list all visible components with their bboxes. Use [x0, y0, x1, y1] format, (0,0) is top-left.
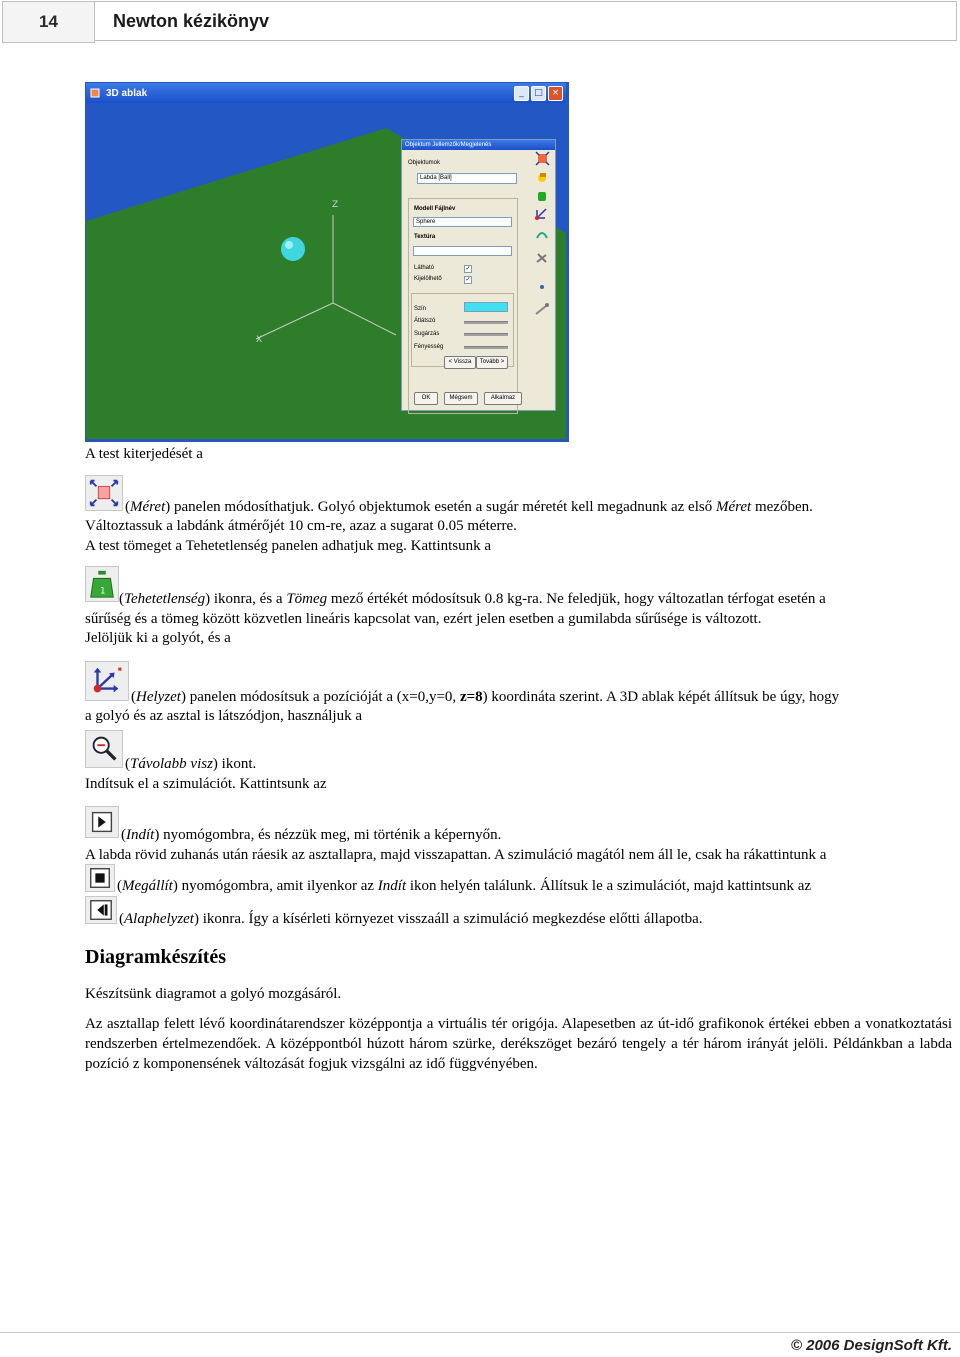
- stop-icon: [85, 864, 115, 892]
- model-file-input[interactable]: Sphere: [413, 217, 512, 227]
- maximize-button[interactable]: □: [531, 86, 546, 101]
- tool-point-icon[interactable]: [540, 285, 544, 289]
- app-icon: [90, 88, 100, 98]
- window-title: 3D ablak: [106, 87, 148, 99]
- play-icon: [85, 806, 119, 838]
- tool-joint-icon[interactable]: [537, 254, 546, 262]
- ok-button[interactable]: OK: [414, 392, 438, 405]
- model-file-label: Modell Fájlnév: [414, 206, 456, 212]
- page-footer: [0, 1332, 960, 1354]
- paragraph-10: Az asztallap felett lévő koordinátarendszer középpontja a virtuális tér origója. Alapesetben az út-idő grafikonok értékei ebben a vonatkoztatási rendszerben értelmezendőek. A középpontból húzott három szürke, derékszöget bezáró tengely a tér három irányát jelöli. Példánkban a labda pozíció z komponensének változását fogjuk vizsgálni az idő függvényében.: [85, 1016, 952, 1072]
- color-swatch[interactable]: [464, 302, 508, 312]
- paragraph-3c: sűrűség és a tömeg között közvetlen lineáris kapcsolat van, ezért jelen esetben a gumilabda sűrűsége is változott.: [85, 611, 762, 627]
- inertia-icon: [85, 566, 119, 602]
- objects-label: Objektumok: [408, 160, 441, 166]
- color-label: Szín: [414, 306, 427, 312]
- tool-rotation-icon[interactable]: [537, 233, 547, 238]
- paragraph-2a: (Méret) panelen módosíthatjuk. Golyó objektumok esetén a sugár méretét kell megadnunk az első Méret mezőben.: [125, 499, 813, 515]
- object-select[interactable]: Labda [Ball]: [417, 173, 517, 184]
- prev-button[interactable]: < Vissza: [444, 356, 476, 369]
- apply-button[interactable]: Alkalmaz: [484, 392, 522, 405]
- transparency-label: Átlátszó: [414, 318, 436, 324]
- paragraph-5b: Indítsuk el a szimulációt. Kattintsunk az: [85, 776, 327, 792]
- tool-spring-icon[interactable]: [536, 303, 549, 314]
- paragraph-6a: (Indít) nyomógombra, és nézzük meg, mi történik a képernyőn.: [121, 827, 502, 843]
- reset-icon: [85, 896, 117, 924]
- paragraph-3a: (Tehetetlenség) ikonra, és a Tömeg mező értékét módosítsuk 0.8 kg-ra. Ne feledjük, hogy változatlan térfogat esetén a: [119, 591, 826, 607]
- tool-inertia-icon[interactable]: [538, 192, 546, 201]
- paragraph-1: A test kiterjedését a: [85, 446, 203, 462]
- paragraph-7a: (Megállít) nyomógombra, amit ilyenkor az Indít ikon helyén találunk. Állítsuk le a szimulációt, majd kattintsunk az: [117, 878, 812, 894]
- tool-position-icon[interactable]: [535, 209, 546, 220]
- ball[interactable]: [281, 237, 305, 261]
- page-number: 14: [2, 1, 95, 43]
- ball-highlight: [285, 241, 293, 249]
- copyright: © 2006 DesignSoft Kft.: [790, 1337, 952, 1354]
- brightness-slider[interactable]: [464, 346, 508, 349]
- page-title: Newton kézikönyv: [95, 1, 957, 41]
- page-header: [0, 0, 960, 43]
- tool-shape-icon[interactable]: [538, 173, 546, 182]
- paragraph-5a: (Távolabb visz) ikont.: [125, 756, 257, 772]
- size-icon: [85, 475, 123, 511]
- radiation-slider[interactable]: [464, 333, 508, 336]
- paragraph-9: Készítsünk diagramot a golyó mozgásáról.: [85, 986, 342, 1002]
- selectable-label: Kijelölhető: [414, 276, 442, 282]
- tool-size-icon[interactable]: [536, 152, 549, 165]
- paragraph-6b: A labda rövid zuhanás után ráesik az asztallapra, majd visszapattan. A szimuláció magától nem áll le, csak ha rákattintunk a: [85, 847, 827, 863]
- section-heading: Diagramkészítés: [85, 946, 227, 968]
- window-titlebar: [86, 83, 566, 103]
- paragraph-2c: A test tömeget a Tehetetlenség panelen adhatjuk meg. Kattintsunk a: [85, 538, 492, 554]
- paragraph-2b: Változtassuk a labdánk átmérőjét 10 cm-re, azaz a sugarat 0.05 méterre.: [85, 518, 517, 534]
- close-button[interactable]: ×: [548, 86, 563, 101]
- window-3d: [85, 82, 569, 442]
- paragraph-8a: (Alaphelyzet) ikonra. Így a kísérleti környezet visszaáll a szimuláció megkezdése előtti állapotba.: [119, 911, 703, 927]
- paragraph-4c: a golyó és az asztal is látszódjon, használjuk a: [85, 708, 362, 724]
- position-icon: [85, 661, 129, 701]
- minimize-button[interactable]: _: [514, 86, 529, 101]
- axis-z-label: Z: [332, 200, 339, 210]
- brightness-label: Fényesség: [414, 344, 444, 350]
- axis-x-label: X: [256, 335, 263, 345]
- zoom-out-icon: [85, 730, 123, 768]
- next-button[interactable]: Tovább >: [476, 356, 508, 369]
- cancel-button[interactable]: Mégsem: [444, 392, 478, 405]
- panel-toolbar[interactable]: [520, 140, 554, 400]
- paragraph-4a: (Helyzet) panelen módosítsuk a pozícióját a (x=0,y=0, z=8) koordináta szerint. A 3D ablak képét állítsuk be úgy, hogy: [131, 689, 840, 705]
- visible-checkbox[interactable]: ✓: [465, 266, 471, 272]
- paragraph-3d: Jelöljük ki a golyót, és a: [85, 630, 231, 646]
- visible-label: Látható: [414, 265, 435, 271]
- texture-label: Textúra: [414, 234, 436, 240]
- texture-input[interactable]: [413, 246, 512, 256]
- panel-title: Objektum Jellemzők/Megjelenés: [402, 140, 555, 150]
- object-properties-panel: [401, 139, 556, 411]
- selectable-checkbox[interactable]: ✓: [465, 277, 471, 283]
- svg-text:1: 1: [100, 585, 106, 596]
- radiation-label: Sugárzás: [414, 331, 440, 337]
- transparency-slider[interactable]: [464, 321, 508, 324]
